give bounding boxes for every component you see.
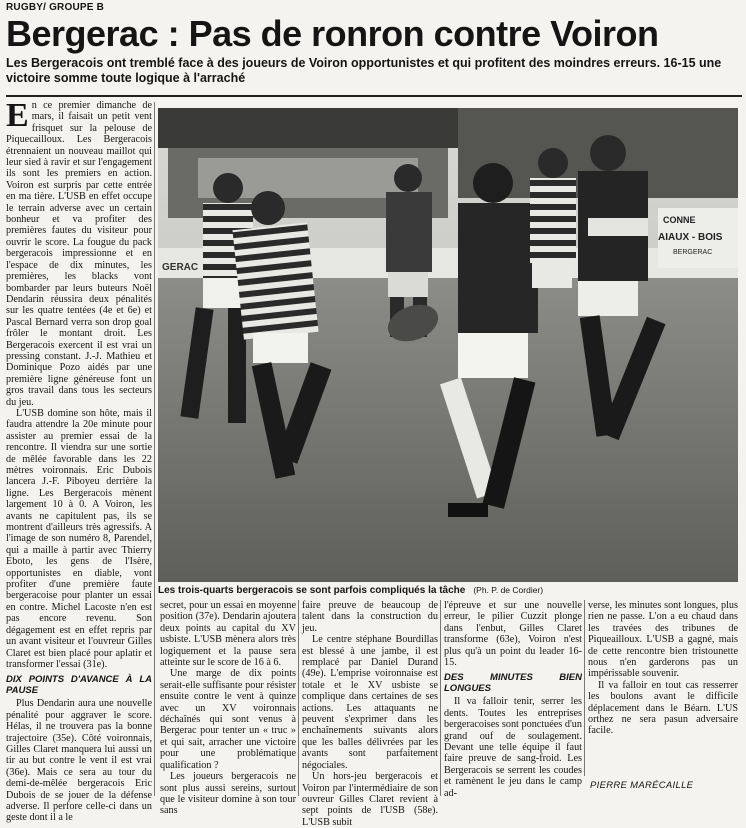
paragraph: Plus Dendarin aura une nouvelle pénalité pour aggraver le score. Hélas, il ne trouvera pas la bonne trajectoire (35e). Côté voironnais, Gilles Claret manquera lui aussi un tir au but contre le vent il est vrai (36e). Mais ce sera au tour du demi-de-mêlée bergeracois Eric Dubois de se jouer de la défense adverse. Il perfore celle-ci dans un geste dont il a le: [6, 698, 152, 824]
photo-caption: Les trois-quarts bergeracois se sont parfois compliqués la tâche (Ph. P. de Cordier): [158, 585, 544, 596]
paragraph: En ce premier dimanche de mars, il faisait un petit vent frisquet sur la pelouse de Piquecailloux. Les Bergeracois étrennaient un nouveau maillot qui leur sied à ravir et sur l'engagement ils sont les premiers en action. Voiron est surpris par cette entrée en ma tière. L'USB en effet occupe le terrain adverse avec un certain bonheur et va profiter des premières fautes du visiteur pour ouvrir le score. La fougue du pack bergeracois impressionne et en l'espace de dix minutes, les premières, les blacks vont bombarder par leurs buteurs Noël Dendarin réussira deux pénalités sur les quatre tentées (4e et 6e) et Pascal Bernard verra son drop goal frôler le montant droit. Les Bergeracois exercent il est vrai un pressing constant. J.-J. Mathieu et Dominique Pozo aidés par une première ligne généreuse font un gros travail dans tous les secteurs du jeu.: [6, 97, 152, 408]
rugby-photo: [158, 108, 738, 582]
byline: PIERRE MARÉCAILLE: [590, 780, 694, 791]
sign-text: BERGERAC: [673, 249, 713, 256]
paragraph: L'USB domine son hôte, mais il faudra attendre la 20e minute pour assister au premier essai de la rencontre. Il viendra sur une sortie de mêlée favorable dans les 22 mètres voironnais. Eric Dubois lancera J.-F. Piboyeu derrière la ligne. Les Bergeracois mènent largement 10 à 0. A Voiron, les avants ne capitulent pas, ils se montrent d'ailleurs très agressifs. A l'image de son numéro 8, Parendel, qui a maille à partir avec Thierry Eboto, les gens de l'Isère, opportunistes en diable, vont profiter d'une première faute bergeracoise pour planter un essai en contre. Michel Lacoste n'en est pas encore revenu. Son dégagement est en effet repris par un avant visiteur et l'ouvreur Gilles Claret est bien placé pour aplatir et transformer l'essai (31e).: [6, 407, 152, 670]
sign-text: GERAC: [162, 262, 199, 273]
paragraph: Une marge de dix points serait-elle suffisante pour résister ensuite contre le vent à quinze avec un XV voironnais déchaînés qui sont venus à Bergerac pour tenter un « truc » et qui sait, arracher une victoire pour une problématique qualification ?: [160, 668, 296, 771]
paragraph: l'épreuve et sur une nouvelle erreur, le pilier Cuzzit plonge dans l'enbut, Gilles Claret transforme (63e), Voiron n'est plus qu'à un point du leader 16-15.: [444, 600, 582, 669]
subheading: DIX POINTS D'AVANCE À LA PAUSE: [6, 674, 152, 697]
paragraph: verse, les minutes sont longues, plus rien ne passe. L'on a eu chaud dans les travées des tribunes de Piqueailloux. L'USB a gagné, mais de cette rencontre bien tristounette nous n'en garderons pas un impérissable souvenir.: [588, 600, 738, 680]
article-column-2: [160, 600, 296, 817]
divider-rule: [6, 95, 742, 97]
sign-text: CONNE: [663, 215, 696, 225]
photo-credit: (Ph. P. de Cordier): [473, 585, 544, 595]
subheading: DES MINUTES BIEN LONGUES: [444, 672, 582, 695]
column-divider: [298, 600, 299, 796]
column-divider: [440, 600, 441, 796]
column-divider: [584, 600, 585, 776]
paragraph: Les joueurs bergeracois ne sont plus aussi sereins, surtout que le visiteur domine à son tour sans: [160, 771, 296, 817]
paragraph: Un hors-jeu bergeracois et Voiron par l'intermédiaire de son ouvreur Gilles Claret revient à sept points de l'USB (58e). L'USB subit: [302, 771, 438, 828]
article-column-1: [6, 97, 152, 824]
headline: Bergerac : Pas de ronron contre Voiron: [6, 13, 659, 54]
column-divider: [154, 102, 155, 796]
rugby-players-illustration: [158, 108, 738, 582]
sign-text: AIAUX - BOIS: [658, 232, 723, 243]
drop-cap: E: [6, 97, 29, 134]
paragraph: faire preuve de beaucoup de talent dans la construction du jeu.: [302, 600, 438, 634]
paragraph: Il va falloir tenir, serrer les dents. Toutes les entreprises bergeracoises sont ponctuées d'un grand ouf de soulagement. Devant une telle équipe il faut faire preuve de sang-froid. Les Bergeracois se serrent les coudes et ramènent le jeu dans le camp ad-: [444, 696, 582, 799]
section-kicker: RUGBY/ GROUPE B: [6, 2, 105, 13]
paragraph: Il va falloir en tout cas resserrer les boulons avant le difficile déplacement dans le Béarn. L'US orthez ne sera pasun adversaire facile.: [588, 679, 738, 737]
paragraph: Le centre stéphane Bourdillas est blessé à une jambe, il est remplacé par Daniel Durand (49e). L'emprise voironnaise est totale et le XV usbiste se complique dans certaines de ses actions. Les attaquants ne peuvent s'exprimer dans les enchaînements suivants alors que les balles délivrées par les avants sont parfaitement négociales.: [302, 634, 438, 771]
paragraph: secret, pour un essai en moyenne position (37e). Dendarin ajoutera deux points au capital du XV usbiste. L'USB mènera alors très logiquement et la pause sera atteinte sur le score de 16 à 6.: [160, 600, 296, 669]
article-column-3: [302, 600, 438, 828]
article-deck: Les Bergeracois ont tremblé face à des joueurs de Voiron opportunistes et qui profitent des moindres erreurs. 16-15 une victoire somme toute logique à l'arraché: [6, 56, 722, 85]
article-column-4: [444, 600, 582, 799]
article-column-5: [588, 600, 738, 776]
